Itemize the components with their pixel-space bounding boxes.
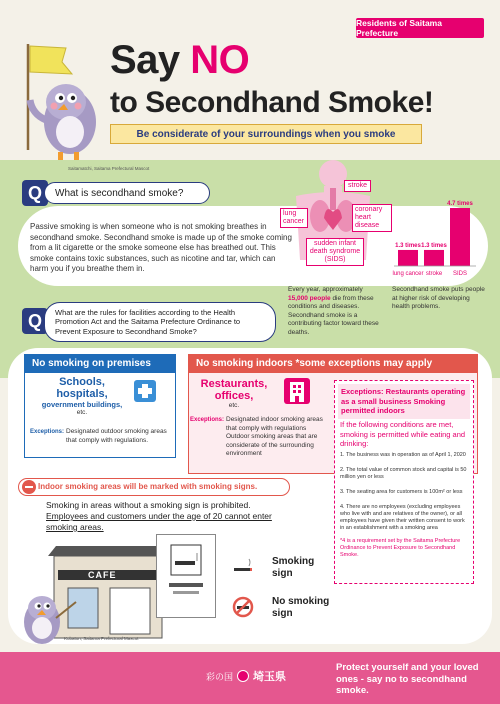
bar-value-label: 1.3 times [395,242,421,249]
smoking-sign-label: Smoking sign [272,556,315,579]
mascot-bird-flag [22,40,108,164]
saitama-logo [206,668,286,684]
question-badge: Q [22,308,48,334]
no-smoking-sign-icon [232,596,254,618]
bar-value-label: 4.7 times [447,201,473,207]
question-badge: Q [22,180,48,206]
bar-category-label: SIDS [452,271,468,277]
bar-category-label: lung cancer [392,271,424,277]
subtitle-banner: Be considerate of your surroundings when you smoke [110,124,422,144]
question-pill: What is secondhand smoke? [44,182,210,204]
answer-text: Passive smoking is when someone who is not smoking breathes in secondhand smoke. Secondhand smoke is made up of the smoke coming from a lit cigarette or the smoke someone else has breathed out. This smoke contains toxic substances, such as nicotine and tar, which can harm you if you breathe them in. [30,222,292,273]
hospital-icon [134,380,156,402]
label-coronary: coronary heart disease [352,204,392,232]
mascot-caption: Saitamatchi, Saitama Prefectural Mascot [68,166,150,171]
cafe-sign: CAFE [88,570,117,580]
indoors-heading: No smoking indoors *some exceptions may apply [188,354,478,372]
premises-exceptions-label: Exceptions: [30,429,65,435]
premises-exceptions: Designated outdoor smoking areas that comply with regulations. [66,428,167,444]
prefecture-name: 埼玉県 [253,671,287,683]
small-business-heading: Exceptions: Restaurants operating as a small business Smoking permitted indoors [338,384,470,419]
small-business-intro: If the following conditions are met, smoking is permitted while eating and drinking: [340,420,466,448]
footer-message: Protect yourself and your loved ones - say no to secondhand smoke. [336,662,479,696]
smoking-sign-icon [232,556,254,578]
logo-text: 彩の国 [206,671,234,682]
question-pill: What are the rules for facilities according to the Health Promotion Act and the Saitama Prefecture Ordinance to Prevent Exposure to Secondhand Smoke? [44,302,276,342]
indoors-exceptions: Designated indoor smoking areas that comply with regulations Outdoor smoking areas that are considerate of the surrounding environment [226,416,323,457]
premises-heading: No smoking on premises [24,354,176,372]
indoors-exceptions-label: Exceptions: [190,417,225,423]
condition-item: 2. The total value of common stock and capital is 50 million yen or less [340,467,467,480]
no-smoking-sign-label: No smoking sign [272,596,330,619]
condition-item: 4. There are no employees (excluding employees who live with and are relatives of the owner), or all employees have given their written consent to work in an establishment with a smoking area [340,504,465,531]
premises-places: Schools, hospitals, government buildings, etc. [41,376,123,416]
risk-bar-chart [392,196,482,286]
mascot-caption: Kobaton, Saitama Prefectural Mascot [64,636,139,641]
bar-sids [450,208,470,266]
bar-stroke [424,250,444,266]
deaths-statement: Every year, approximately 15,000 people die from these conditions and diseases. Secondhand smoke is a contributing factor toward these deaths. [288,286,379,336]
label-sids: sudden infant death syndrome (SIDS) [306,238,364,266]
condition-note: *4 is a requirement set by the Saitama Prefecture Ordinance to Prevent Exposure to Secondhand Smoke. [340,538,461,558]
page-title-line2: to Secondhand Smoke! [110,86,434,119]
label-lung-cancer: lung cancer [280,208,308,228]
prefecture-emblem-icon [237,670,249,682]
signs-line1: Smoking in areas without a smoking sign is prohibited. [46,500,251,510]
risk-caption: Secondhand smoke puts people at higher risk of developing health problems. [392,286,485,310]
audience-badge: Residents of Saitama Prefecture [356,18,484,38]
office-building-icon [284,378,310,404]
signs-heading: Indoor smoking areas will be marked with smoking signs. [38,482,258,491]
condition-item: 1. The business was in operation as of April 1, 2020 [340,452,466,458]
bar-category-label: stroke [425,271,443,277]
no-smoking-icon [22,480,36,494]
page-title: Say NO [110,38,250,82]
bar-lung-cancer [398,250,418,266]
smoking-sign-placard [156,534,216,618]
conditions-list [340,452,470,559]
indoors-places: Restaurants, offices, etc. [200,378,268,409]
signs-line2: Employees and customers under the age of 20 cannot enter smoking areas. [46,511,272,532]
bar-value-label: 1.3 times [421,242,447,249]
condition-item: 3. The seating area for customers is 100m² or less [340,489,463,495]
label-stroke: stroke [344,180,371,192]
